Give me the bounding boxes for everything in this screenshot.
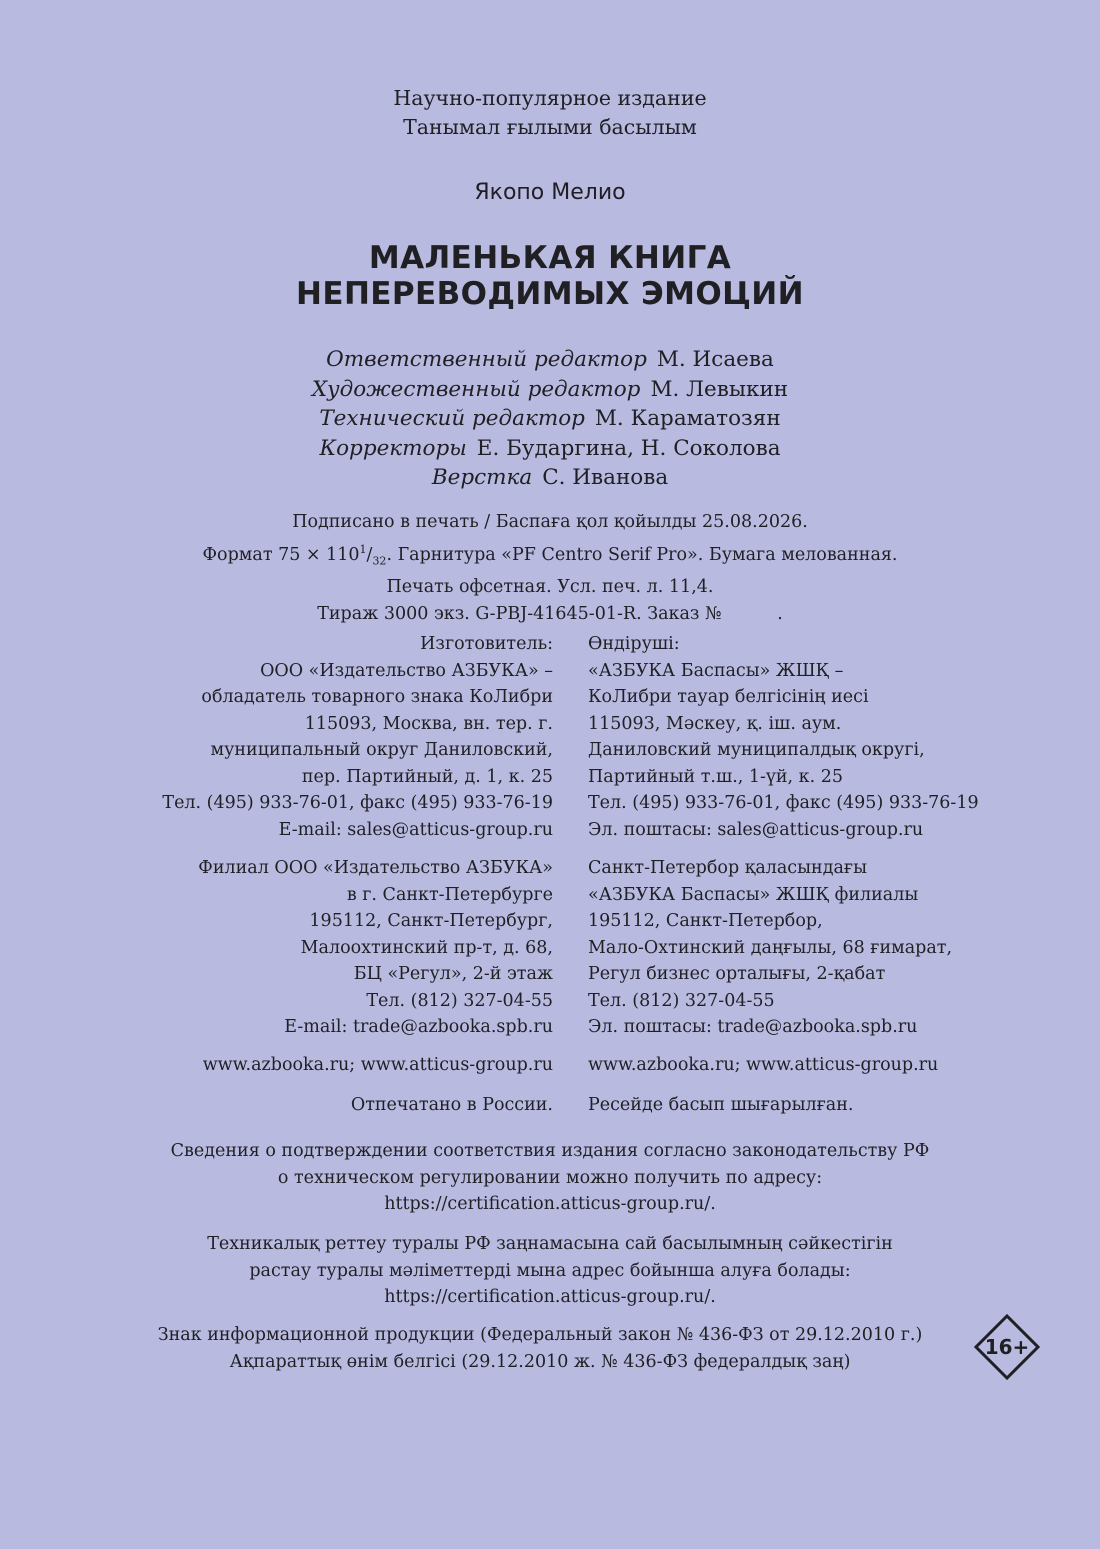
info-sign-ru: Знак информационной продукции (Федеральный закон № 436-ФЗ от 29.12.2010 г.)	[157, 1325, 923, 1345]
format-prefix: Формат 75 × 110	[202, 544, 360, 565]
websites-kz	[588, 1052, 938, 1079]
manufacturer-block	[0, 631, 1100, 845]
credit-name: Е. Бударгина, Н. Соколова	[476, 435, 781, 461]
branch-kz-line: Тел. (812) 327-04-55	[588, 990, 775, 1011]
certification-ru-line: Сведения о подтверждении соответствия издания согласно законодательству РФ	[170, 1141, 930, 1161]
book-title-line1: МАЛЕНЬКАЯ КНИГА	[368, 240, 732, 276]
print-run: Тираж 3000 экз. G-PBJ-41645-01-R. Заказ № .	[317, 604, 783, 625]
branch-kz-line: 195112, Санкт-Петербор,	[588, 911, 823, 931]
manufacturer-kz-line: Тел. (495) 933-76-01, факс (495) 933-76-19	[588, 793, 979, 813]
printed-in-kz-text: Ресейде басып шығарылған.	[588, 1095, 854, 1115]
print-printing: Печать офсетная. Усл. печ. л. 11,4.	[386, 577, 714, 598]
branch-kz-email: Эл. поштасы: trade@azbooka.spb.ru	[588, 1017, 918, 1037]
manufacturer-kz-line: Даниловский муниципалдық округі,	[588, 740, 925, 760]
credit-role: Художественный редактор	[311, 376, 641, 402]
manufacturer-kz-line: КоЛибри тауар белгісінің иесі	[588, 687, 869, 707]
branch-ru-line: Филиал ООО «Издательство АЗБУКА»	[198, 858, 553, 878]
certification-ru-url: https://certification.atticus-group.ru/.	[384, 1194, 716, 1214]
print-format: Формат $75 \times 110^1/_{32}$. Гарнитура «PF Centro Serif Pro». Бумага мелованная.	[202, 543, 898, 568]
book-title	[0, 240, 1100, 312]
print-signed: Подписано в печать / Баспаға қол қойылды 25.08.2026.	[292, 512, 808, 532]
credit-line	[0, 375, 1100, 405]
manufacturer-kz-line: «АЗБУКА Баспасы» ЖШҚ –	[588, 660, 844, 681]
manufacturer-ru-line: муниципальный округ Даниловский,	[210, 740, 553, 760]
websites-ru-text: www.azbooka.ru; www.atticus-group.ru	[202, 1055, 553, 1075]
manufacturer-ru-line: ООО «Издательство АЗБУКА» –	[260, 660, 553, 681]
manufacturer-kz-line: Өндіруші:	[588, 634, 680, 654]
manufacturer-ru-line: Изготовитель:	[420, 634, 553, 654]
credit-role: Верстка	[431, 465, 533, 490]
manufacturer-ru-line: Тел. (495) 933-76-01, факс (495) 933-76-19	[162, 793, 553, 813]
printed-in-kz	[588, 1092, 853, 1119]
branch-ru-line: в г. Санкт-Петербурге	[346, 884, 553, 905]
branch-kz-line: Регул бизнес орталығы, 2-қабат	[588, 964, 886, 984]
credit-role: Корректоры	[319, 435, 467, 461]
credit-line	[0, 463, 1100, 493]
printed-in-block	[0, 1092, 1100, 1122]
manufacturer-ru-line: обладатель товарного знака КоЛибри	[201, 687, 553, 707]
branch-ru-line: 195112, Санкт-Петербург,	[309, 911, 553, 931]
info-product-sign	[0, 1322, 1100, 1375]
edition-type	[0, 84, 1100, 142]
branch-ru-line: Малоохтинский пр-т, д. 68,	[300, 937, 553, 958]
book-title-line2: НЕПЕРЕВОДИМЫХ ЭМОЦИЙ	[296, 276, 804, 312]
edition-type-kz: Танымал ғылыми басылым	[403, 115, 697, 139]
branch-ru-line: БЦ «Регул», 2-й этаж	[353, 964, 553, 984]
credit-name: М. Левыкин	[650, 376, 789, 402]
websites-block	[0, 1052, 1100, 1082]
branch-ru	[198, 855, 553, 1041]
credit-role: Ответственный редактор	[326, 347, 647, 372]
websites-ru	[203, 1052, 553, 1079]
certification-ru-line: о техническом регулировании можно получить по адресу:	[277, 1167, 823, 1188]
branch-ru-line: Тел. (812) 327-04-55	[366, 990, 553, 1011]
websites-kz-text: www.azbooka.ru; www.atticus-group.ru	[588, 1055, 939, 1075]
branch-kz-line: Мало-Охтинский даңғылы, 68 ғимарат,	[588, 937, 953, 958]
edition-type-ru: Научно-популярное издание	[393, 86, 707, 110]
manufacturer-ru-line: пер. Партийный, д. 1, к. 25	[301, 766, 553, 787]
branch-kz-line: Санкт-Петербор қаласындағы	[588, 858, 867, 878]
format-numerator: 1	[359, 543, 367, 556]
certification-kz-line: Техникалық реттеу туралы РФ заңнамасына сай басылымның сәйкестігін	[207, 1234, 893, 1254]
author-name: Якопо Мелио	[474, 180, 626, 205]
credit-name: С. Иванова	[542, 465, 669, 490]
age-rating-label: 16+	[984, 1335, 1030, 1359]
branch-kz	[588, 855, 952, 1041]
manufacturer-ru	[162, 631, 553, 843]
format-denominator: 32	[372, 554, 387, 568]
branch-block	[0, 855, 1100, 1045]
info-sign-kz: Ақпараттық өнім белгісі (29.12.2010 ж. № 436-ФЗ федералдық заң)	[229, 1351, 851, 1372]
manufacturer-kz-line: 115093, Мәскеу, қ. іш. аум.	[588, 713, 842, 734]
branch-ru-email: E-mail: trade@azbooka.spb.ru	[284, 1017, 553, 1037]
age-rating-badge	[974, 1314, 1040, 1380]
credit-name: М. Исаева	[656, 347, 774, 372]
credit-role: Технический редактор	[319, 406, 585, 431]
certification-kz-line: растау туралы мәліметтерді мына адрес бойынша алуға болады:	[249, 1260, 851, 1281]
manufacturer-ru-line: 115093, Москва, вн. тер. г.	[304, 713, 553, 734]
credits	[0, 345, 1100, 493]
manufacturer-kz-email: Эл. поштасы: sales@atticus-group.ru	[588, 819, 924, 840]
print-info	[0, 509, 1100, 628]
certification-ru	[0, 1138, 1100, 1218]
manufacturer-kz-line: Партийный т.ш., 1-үй, к. 25	[588, 766, 843, 787]
credit-line	[0, 434, 1100, 464]
certification-kz-url: https://certification.atticus-group.ru/.	[384, 1287, 716, 1307]
certification-kz	[0, 1231, 1100, 1311]
branch-kz-line: «АЗБУКА Баспасы» ЖШҚ филиалы	[588, 884, 919, 905]
credit-name: М. Караматозян	[594, 406, 781, 431]
format-suffix: . Гарнитура «PF Centro Serif Pro». Бумага мелованная.	[386, 544, 898, 565]
credit-line	[0, 404, 1100, 434]
printed-in-ru	[351, 1092, 553, 1119]
manufacturer-ru-email: E-mail: sales@atticus-group.ru	[278, 819, 553, 840]
printed-in-ru-text: Отпечатано в России.	[350, 1095, 553, 1115]
manufacturer-kz	[588, 631, 979, 843]
credit-line	[0, 345, 1100, 375]
